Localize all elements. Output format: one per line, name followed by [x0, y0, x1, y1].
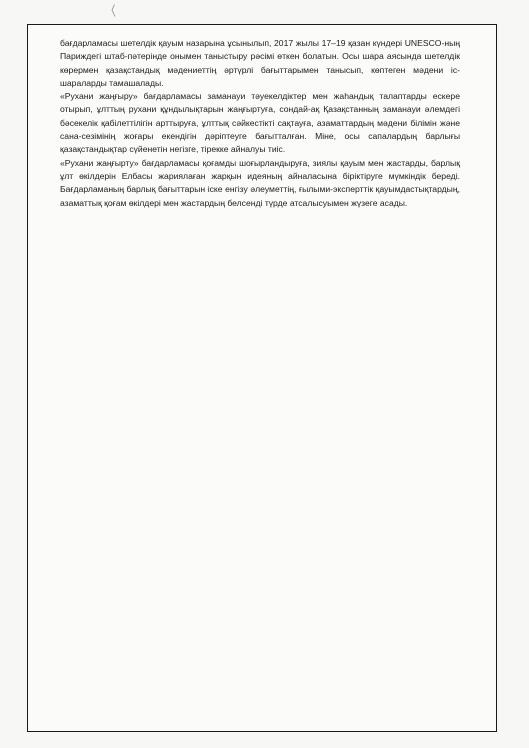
document-body [60, 37, 460, 210]
paragraph: бағдарламасы шетелдік қауым назарына ұсынылып, 2017 жылы 17–19 қазан күндері UNESCO-ның Париждегі штаб-пәтерінде онымен таныстыру рәсімі өткен болатын. Осы шара аясында шетелдік көрермен қазақстандық мәдениеттің әртүрлі бағыттарымен танысып, көптеген мәдени іс-шараларды тамашалады. [60, 38, 460, 88]
paragraph: «Рухани жаңғыру» бағдарламасы заманауи тәуекелдіктер мен жаһандық талаптарды ескере отырып, ұлттың рухани құндылықтарын жаңғыртуға, сондай-ақ Қазақстанның заманауи әлемдегі бәсекелік қабілеттілігін арттыруға, ұлттық сәйкестікті сақтауға, азаматтардың мәдени білімін және сана-сезімінің жоғары екендігін дәріптеуге бағытталған. Міне, осы сапалардың барлығы қазақстандықтар сүйенетін негізге, тірекке айналуы тиіс. [60, 91, 460, 155]
paragraph: «Рухани жаңғырту» бағдарламасы қоғамды шоғырландыруға, зиялы қауым мен жастарды, барлық ұлт өкілдерін Елбасы жариялаған жарқын идеяның айналасына біріктіруге мүмкіндік береді. Бағдарламаның барлық бағыттарын іске енгізу әлеуметтің, ғылыми-эксперттік қауымдастықтардың, азаматтық қоғам өкілдері мен жастардың белсенді түрде атсалысуымен жүзеге асады. [60, 157, 460, 208]
scan-mark-icon [111, 4, 116, 17]
